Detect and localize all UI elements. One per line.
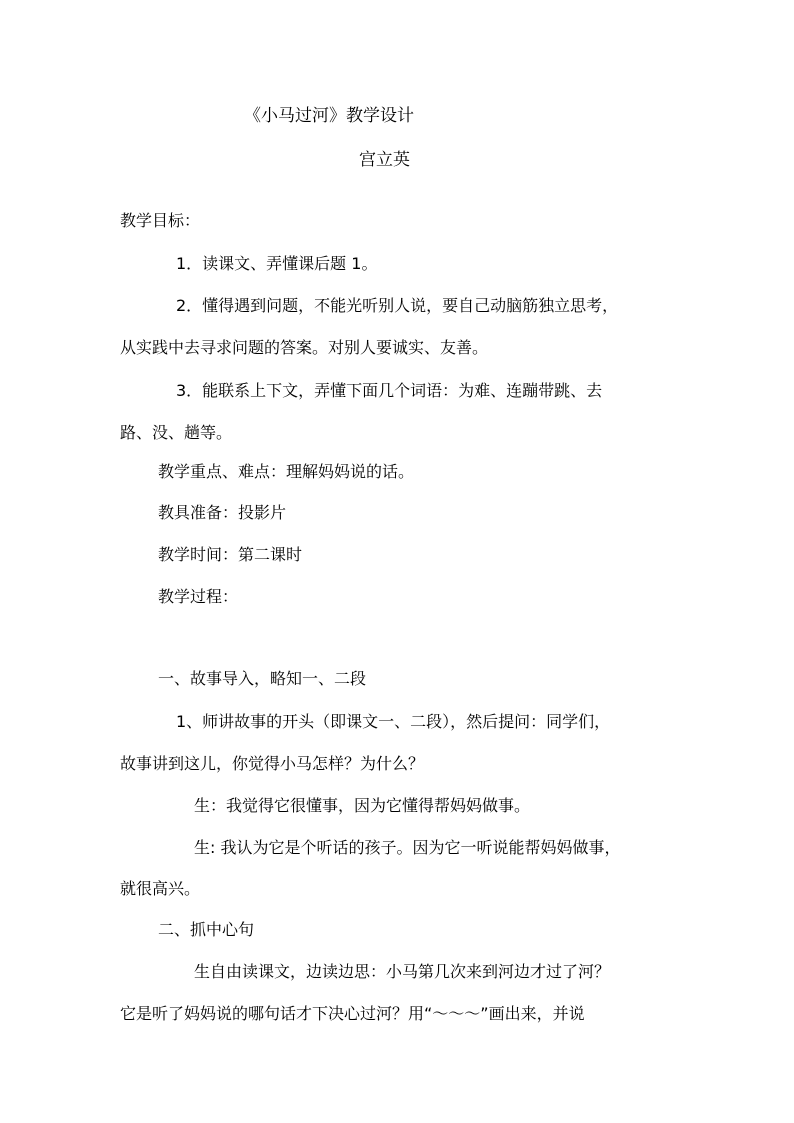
document-author: 宫立英 — [359, 150, 410, 170]
document-title: 《小马过河》教学设计 — [244, 106, 414, 126]
section-1-item-line-1: 1、师讲故事的开头（即课文一、二段），然后提问：同学们， — [176, 712, 611, 731]
student-answer-1: 生：我觉得它很懂事，因为它懂得帮妈妈做事。 — [194, 796, 531, 815]
section-2-line-2: 它是听了妈妈说的哪句话才下决心过河？用“～～～”画出来，并说 — [120, 1004, 585, 1023]
process-heading: 教学过程： — [158, 587, 239, 606]
objective-2-line-2: 从实践中去寻求问题的答案。对别人要诚实、友善。 — [120, 338, 489, 357]
section-2-line-1: 生自由读课文，边读边思：小马第几次来到河边才过了河？ — [194, 962, 611, 981]
student-answer-2-line-1: 生: 我认为它是个听话的孩子。因为它一听说能帮妈妈做事， — [194, 838, 621, 857]
section-1-item-line-2: 故事讲到这儿，你觉得小马怎样？为什么？ — [120, 754, 425, 773]
objective-2-line-1: 2．懂得遇到问题，不能光听别人说，要自己动脑筋独立思考， — [176, 296, 619, 315]
objective-3-line-2: 路、没、趟等。 — [120, 423, 233, 442]
objective-1: 1．读课文、弄懂课后题 1。 — [176, 254, 378, 273]
section-1-heading: 一、故事导入，略知一、二段 — [158, 669, 367, 688]
teaching-time: 教学时间：第二课时 — [158, 545, 303, 564]
key-points: 教学重点、难点：理解妈妈说的话。 — [158, 462, 415, 481]
student-answer-2-line-2: 就很高兴。 — [120, 879, 201, 898]
teaching-aids: 教具准备：投影片 — [158, 503, 287, 522]
objectives-heading: 教学目标： — [120, 211, 201, 230]
section-2-heading: 二、抓中心句 — [158, 920, 255, 939]
objective-3-line-1: 3．能联系上下文，弄懂下面几个词语：为难、连蹦带跳、去 — [176, 381, 603, 400]
